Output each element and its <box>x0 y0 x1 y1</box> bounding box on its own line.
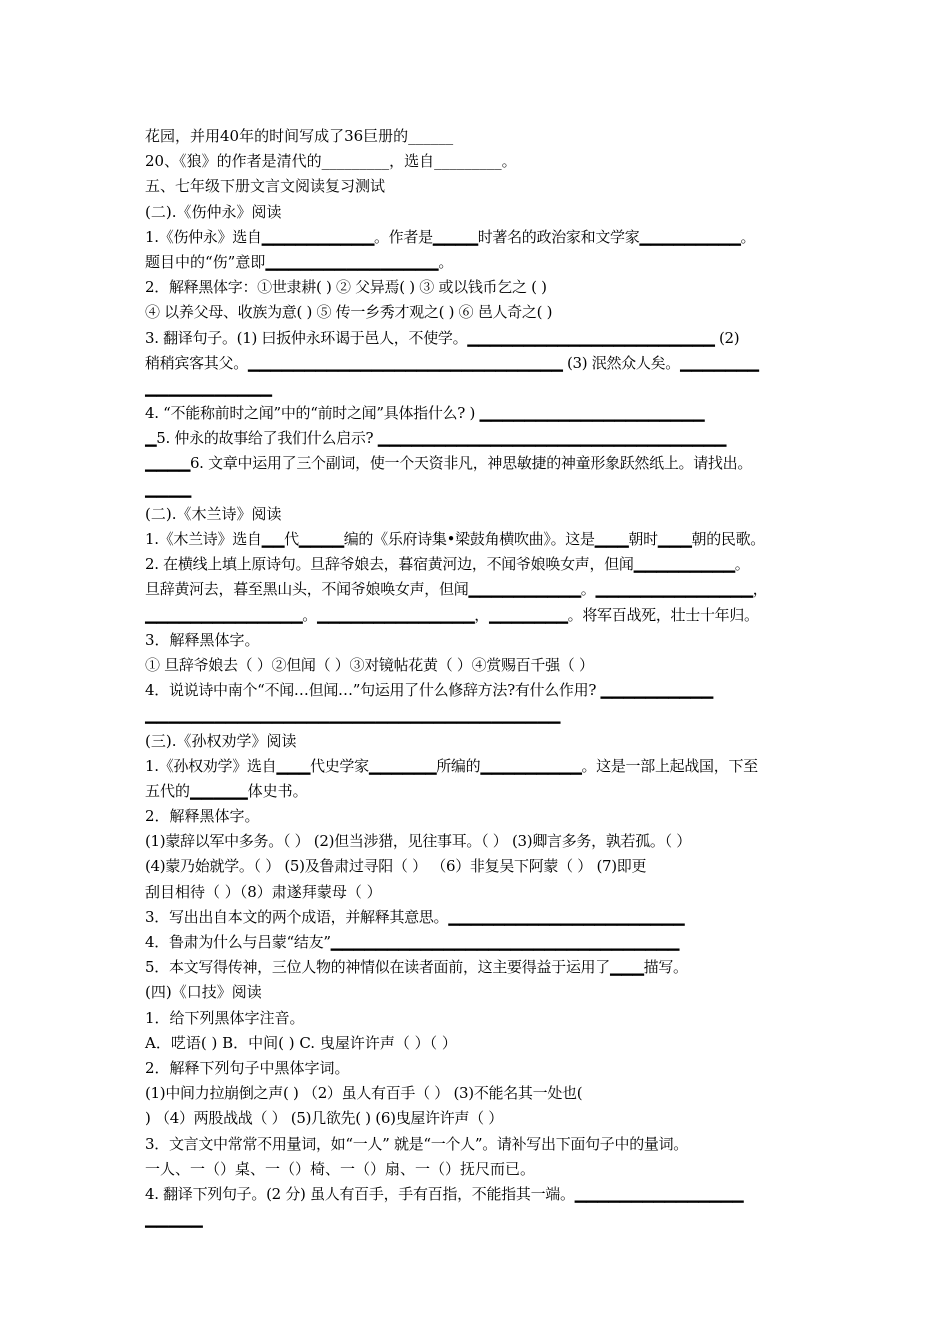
question-line: (1)蒙辞以军中多务。（ ） (2)但当涉猎，见往事耳。（ ） (3)卿言多务，孰若孤。（ ） <box>145 832 691 851</box>
question-line: (4)蒙乃始就学。（ ） (5)及鲁肃过寻阳（ ） （6）非复吴下阿蒙（ ） (7)即更 <box>145 857 647 876</box>
question-line: 4. 翻译下列句子。(2 分) 虽人有百手，手有百指，不能指其一端。▁▁▁▁▁▁▁▁▁▁▁▁▁▁▁ <box>145 1184 744 1203</box>
question-line: 2．解释黑体字。 <box>145 807 260 826</box>
question-line: A．呓语( ) B．中间( ) C. 曳屋许许声（ ）（ ） <box>145 1033 457 1052</box>
question-line: 2．解释下列句子中黑体字词。 <box>145 1058 350 1077</box>
section-heading: 五、七年级下册文言文阅读复习测试 <box>145 177 386 196</box>
answer-blank-line: ▁▁▁▁▁▁▁▁▁▁▁▁▁▁▁▁▁▁▁▁▁▁▁▁▁▁▁▁▁▁▁▁▁▁▁▁ <box>145 706 561 725</box>
question-line: 3. 翻译句子。(1) 曰扳仲永环谒于邑人，不使学。▁▁▁▁▁▁▁▁▁▁▁▁▁▁▁▁▁▁▁▁▁▁ (2) <box>145 328 740 347</box>
subsection-heading: (二).《伤仲永》阅读 <box>145 202 282 221</box>
answer-blank-line: ▁▁▁▁▁▁▁▁▁▁▁ <box>145 378 272 397</box>
question-line: 4. “不能称前时之闻”中的“前时之闻”具体指什么? ) ▁▁▁▁▁▁▁▁▁▁▁▁▁▁▁▁▁▁▁▁ <box>145 404 705 423</box>
question-line: 2. 在横线上填上原诗句。旦辞爷娘去，暮宿黄河边，不闻爷娘唤女声，但闻▁▁▁▁▁▁▁▁▁。 <box>145 555 750 574</box>
question-line: 1.《木兰诗》选自▁▁代▁▁▁▁编的《乐府诗集•梁鼓角横吹曲》。这是▁▁▁朝时▁▁▁朝的民歌。 <box>145 530 765 548</box>
answer-blank-line: ▁▁▁▁ <box>145 479 192 498</box>
question-line: ▁▁▁▁6. 文章中运用了三个副词，使一个天资非凡，神思敏捷的神童形象跃然纸上。请找出。 <box>145 454 753 473</box>
question-line: 旦辞黄河去，暮至黑山头，不闻爷娘唤女声，但闻▁▁▁▁▁▁▁▁▁▁。▁▁▁▁▁▁▁▁▁▁▁▁▁▁， <box>145 580 768 599</box>
question-line: 稍稍宾客其父。▁▁▁▁▁▁▁▁▁▁▁▁▁▁▁▁▁▁▁▁▁▁▁▁▁▁▁▁ (3) 泯然众人矣。▁▁▁▁▁▁▁ <box>145 353 759 372</box>
question-line: 1.《孙权劝学》选自▁▁▁代史学家▁▁▁▁▁▁所编的▁▁▁▁▁▁▁▁▁。这是一部上起战国，下至 <box>145 756 758 775</box>
question-line: 2．解释黑体字：①世隶耕( ) ② 父异焉( ) ③ 或以钱币乞之 ( ) <box>145 278 547 297</box>
question-line: 五代的▁▁▁▁▁体史书。 <box>145 781 308 800</box>
question-line: 1.《伤仲永》选自▁▁▁▁▁▁▁▁▁▁。作者是▁▁▁▁时著名的政治家和文学家▁▁▁▁▁▁▁▁▁。 <box>145 227 756 246</box>
question-line: 4．鲁肃为什么与吕蒙“结友”▁▁▁▁▁▁▁▁▁▁▁▁▁▁▁▁▁▁▁▁▁▁▁▁▁▁▁▁▁▁▁ <box>145 933 679 951</box>
question-line: ▁▁▁▁▁▁▁▁▁▁▁▁▁▁。▁▁▁▁▁▁▁▁▁▁▁▁▁▁，▁▁▁▁▁▁▁。将军百战死，壮士十年归。 <box>145 605 759 624</box>
document-page <box>145 124 815 1232</box>
text-line-2: 20、《狼》的作者是清代的_________，选自_________。 <box>145 152 517 171</box>
question-line: ) （4）两股战战（ ） (5)几欲先( ) (6)曳屋许许声（ ） <box>145 1109 504 1128</box>
question-line: ▁5. 仲永的故事给了我们什么启示? ▁▁▁▁▁▁▁▁▁▁▁▁▁▁▁▁▁▁▁▁▁▁▁▁▁▁▁▁▁▁▁ <box>145 429 727 448</box>
question-line: 5．本文写得传神，三位人物的神情似在读者面前，这主要得益于运用了▁▁▁描写。 <box>145 958 688 977</box>
answer-blank-line: ▁▁▁▁▁ <box>145 1210 203 1229</box>
question-line: 刮目相待（ ）（8）肃遂拜蒙母（ ） <box>145 882 382 901</box>
question-line: 3．解释黑体字。 <box>145 630 260 649</box>
question-line: 3．文言文中常常不用量词，如“一人” 就是“一个人”。请补写出下面句子中的量词。 <box>145 1134 688 1153</box>
question-line: (1)中间力拉崩倒之声( ) （2）虽人有百手（ ） (3)不能名其一处也( <box>145 1084 583 1103</box>
question-line: ① 旦辞爷娘去（ ）②但闻（ ）③对镜帖花黄（ ）④赏赐百千强（ ） <box>145 655 594 674</box>
question-line: ④ 以养父母、收族为意( ) ⑤ 传一乡秀才观之( ) ⑥ 邑人奇之( ) <box>145 303 553 322</box>
question-line: 一人、一（）桌、一（）椅、一（）扇、一（）抚尺而已。 <box>145 1159 536 1178</box>
subsection-heading: (三).《孙权劝学》阅读 <box>145 731 297 750</box>
question-line: 4．说说诗中南个“不闻…但闻…”句运用了什么修辞方法?有什么作用? ▁▁▁▁▁▁▁▁▁▁ <box>145 681 713 700</box>
text-line-1: 花园，并用40年的时间写成了36巨册的______ <box>145 127 454 145</box>
question-line: 1．给下列黑体字注音。 <box>145 1008 305 1027</box>
subsection-heading: (四)《口技》阅读 <box>145 983 262 1002</box>
question-line: 题目中的“伤”意即▁▁▁▁▁▁▁▁▁▁▁▁▁▁▁。 <box>145 252 454 271</box>
subsection-heading: (二).《木兰诗》阅读 <box>145 504 282 523</box>
question-line: 3．写出出自本文的两个成语，并解释其意思。▁▁▁▁▁▁▁▁▁▁▁▁▁▁▁▁▁▁▁▁▁ <box>145 907 685 926</box>
